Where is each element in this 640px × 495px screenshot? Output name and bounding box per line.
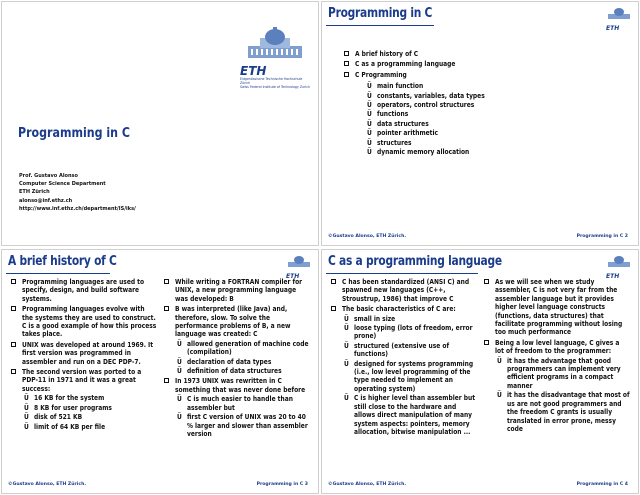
list-item: C Programming Ü main function Ü constants, variables, data types Ü operators, control structures Ü functions Ü data structures Ü pointer arithmetic Ü structures Ü dynamic memory allocation (344, 71, 594, 157)
sub-list-item: Ü 8 KB for user programs (24, 403, 112, 412)
sub-list-item: Ü C is much easier to handle than assembler but (177, 395, 293, 412)
author-name: Prof. Gustavo Alonso (19, 173, 78, 179)
author-url[interactable]: http://www.inf.ethz.ch/department/IS/iks/ (19, 205, 136, 212)
sub-list-item: Ü operators, control structures (367, 101, 475, 110)
arrow-bullet-icon: Ü (367, 82, 372, 91)
checkbox-bullet-icon (11, 342, 16, 347)
page-title: Programming in C (18, 126, 131, 141)
sub-list-item: Ü declaration of data types (177, 357, 272, 366)
checkbox-bullet-icon (11, 306, 16, 311)
sub-list-item: Ü main function (367, 82, 424, 91)
sub-list-item: Ü small in size (344, 314, 396, 323)
sub-list-item: Ü structured (extensive use of functions) (344, 341, 450, 359)
list-item: The basic characteristics of C are: Ü small in size Ü loose typing (lots of freedom, error prone) Ü structured (extensive use of functions) Ü designed for systems programming (i.e., low level programming of the type needed to implement an operating system) Ü C is higher level than assembler but still close to the hardware and allows direct manipulation of many system aspects: pointers, memory allocation, bitwise manipulation ... (331, 305, 477, 436)
list-item: Programming languages are used to specify, design, and build software systems. (11, 278, 157, 303)
arrow-bullet-icon: Ü (344, 324, 349, 333)
eth-logo (606, 254, 632, 280)
footer-copyright: ©Gustavo Alonso, ETH Zürich. (328, 234, 407, 239)
sub-list-item: Ü 16 KB for the system (24, 394, 105, 403)
sub-list-item: Ü it has the disadvantage that most of us are not good programmers and the freedom C grants is usually translated in error prone, messy code (497, 391, 630, 433)
sub-list-item: Ü constants, variables, data types (367, 91, 485, 100)
checkbox-bullet-icon (331, 279, 336, 284)
arrow-bullet-icon: Ü (367, 138, 372, 147)
checkbox-bullet-icon (344, 61, 349, 66)
slide-3-history (1, 249, 319, 494)
eth-wordmark: ETH (606, 273, 620, 280)
arrow-bullet-icon: Ü (177, 395, 182, 404)
sub-list-item: Ü it has the advantage that good programmers can implement very efficient programs in a compact manner (497, 356, 621, 390)
checkbox-bullet-icon (344, 72, 349, 77)
sub-list-item: Ü functions (367, 110, 409, 119)
arrow-bullet-icon: Ü (367, 101, 372, 110)
footer-copyright: ©Gustavo Alonso, ETH Zürich. (328, 482, 407, 487)
author-email[interactable]: alonso@inf.ethz.ch (19, 197, 73, 204)
arrow-bullet-icon: Ü (24, 422, 29, 431)
sub-list-item: Ü data structures (367, 119, 429, 128)
eth-building-icon (606, 254, 632, 268)
checkbox-bullet-icon (484, 279, 489, 284)
slide-2-outline (321, 1, 639, 246)
arrow-bullet-icon: Ü (497, 356, 502, 365)
list-item: UNIX was developed at around 1969. It first version was programmed in assembler and run on a DEC PDP-7. (11, 341, 157, 366)
title-underline (326, 25, 434, 26)
arrow-bullet-icon: Ü (24, 413, 29, 422)
eth-building-icon (606, 6, 632, 20)
right-column (164, 278, 310, 440)
sub-list-item: Ü first C version of UNIX was 20 to 40 % larger and slower than assembler version (177, 413, 308, 438)
eth-building-icon (286, 254, 312, 268)
footer-copyright: ©Gustavo Alonso, ETH Zürich. (8, 482, 87, 487)
eth-wordmark: ETH (606, 25, 620, 32)
outline-list (344, 50, 594, 158)
list-item: While writing a FORTRAN compiler for UNIX, a new programming language was developed: B (164, 278, 310, 303)
arrow-bullet-icon: Ü (344, 341, 349, 350)
sub-list-item: Ü loose typing (lots of freedom, error prone) (344, 324, 473, 341)
arrow-bullet-icon: Ü (367, 110, 372, 119)
sub-list-item: Ü allowed generation of machine code (compilation) (177, 339, 309, 357)
eth-logo (606, 6, 632, 32)
list-item: A brief history of C (344, 50, 594, 58)
arrow-bullet-icon: Ü (344, 394, 349, 403)
arrow-bullet-icon: Ü (344, 359, 349, 368)
left-column (331, 278, 477, 438)
sub-list-item: Ü definition of data structures (177, 367, 282, 376)
sub-list-item: Ü structures (367, 138, 412, 147)
footer-page-number: Programming in C 2 (576, 234, 628, 239)
sub-list-item: Ü pointer arithmetic (367, 129, 439, 138)
list-item: In 1973 UNIX was rewritten in C something that was never done before Ü C is much easier to handle than assembler but Ü first C version of UNIX was 20 to 40 % larger and slower than assembler version (164, 377, 310, 438)
author-department: Computer Science Department (19, 181, 106, 188)
author-block (19, 172, 136, 213)
arrow-bullet-icon: Ü (367, 91, 372, 100)
eth-wordmark: ETH (240, 64, 267, 78)
eth-subtitle-en: Swiss Federal Institute of Technology Zurich (240, 85, 310, 89)
title-underline (6, 273, 110, 274)
eth-wordmark: ETH (286, 273, 300, 280)
checkbox-bullet-icon (331, 306, 336, 311)
sub-list-item: Ü limit of 64 KB per file (24, 422, 106, 431)
list-item: B was interpreted (like Java) and, therefore, slow. To solve the performance problems of B, a new language was created: C Ü allowed generation of machine code (compilation) Ü declaration of data types Ü definition of data structures (164, 305, 310, 375)
list-item: C has been standardized (ANSI C) and spawned new languages (C++, Stroustrup, 1986) that improve C (331, 278, 477, 303)
arrow-bullet-icon: Ü (177, 357, 182, 366)
sub-list-item: Ü C is higher level than assembler but still close to the hardware and allows direct manipulation of many system aspects: pointers, memory allocation, bitwise manipulation ... (344, 394, 476, 436)
checkbox-bullet-icon (484, 340, 489, 345)
eth-logo (286, 254, 312, 280)
arrow-bullet-icon: Ü (367, 129, 372, 138)
arrow-bullet-icon: Ü (497, 391, 502, 400)
arrow-bullet-icon: Ü (367, 148, 372, 157)
author-institution: ETH Zürich (19, 189, 50, 196)
eth-logo (240, 26, 310, 89)
arrow-bullet-icon: Ü (177, 339, 182, 348)
eth-building-icon (240, 26, 310, 60)
list-item: As we will see when we study assembler, C is not very far from the assembler language but it provides higher level language constructs (functions, data structures) that facilitate programming without losing too much performance (484, 278, 630, 337)
list-item: Being a low level language, C gives a lot of freedom to the programmer: Ü it has the advantage that good programmers can implement very efficient programs in a compact manner Ü it has the disadvantage that most of us are not good programmers and the freedom C grants is usually translated in error prone, messy code (484, 339, 630, 433)
slide-title: C as a programming language (328, 254, 502, 269)
arrow-bullet-icon: Ü (177, 413, 182, 422)
slide-title: Programming in C (328, 6, 433, 21)
sub-list-item: Ü designed for systems programming (i.e., low level programming of the type needed to implement an operating system) (344, 359, 474, 393)
list-item: Programming languages evolve with the systems they are used to construct. C is a good example of how this process takes place. (11, 305, 157, 339)
arrow-bullet-icon: Ü (24, 403, 29, 412)
arrow-bullet-icon: Ü (177, 367, 182, 376)
arrow-bullet-icon: Ü (24, 394, 29, 403)
list-item: The second version was ported to a PDP-11 in 1971 and it was a great success: Ü 16 KB for the system Ü 8 KB for user programs Ü disk of 521 KB Ü limit of 64 KB per file (11, 368, 157, 431)
sub-list-item: Ü dynamic memory allocation (367, 148, 470, 157)
right-column (484, 278, 630, 435)
slide-4-c-language (321, 249, 639, 494)
slide-title: A brief history of C (8, 254, 117, 269)
arrow-bullet-icon: Ü (367, 119, 372, 128)
list-item: C as a programming language (344, 60, 594, 68)
footer-page-number: Programming in C 4 (576, 482, 628, 487)
checkbox-bullet-icon (164, 279, 169, 284)
checkbox-bullet-icon (164, 378, 169, 383)
arrow-bullet-icon: Ü (344, 314, 349, 323)
checkbox-bullet-icon (164, 306, 169, 311)
sub-list-item: Ü disk of 521 KB (24, 413, 83, 422)
eth-subtitle-de: Eidgenössische Technische Hochschule Zürich (240, 77, 303, 85)
checkbox-bullet-icon (344, 51, 349, 56)
footer-page-number: Programming in C 3 (256, 482, 308, 487)
slide-1-title-page (1, 1, 319, 246)
title-underline (326, 273, 478, 274)
checkbox-bullet-icon (11, 369, 16, 374)
left-column (11, 278, 157, 433)
checkbox-bullet-icon (11, 279, 16, 284)
